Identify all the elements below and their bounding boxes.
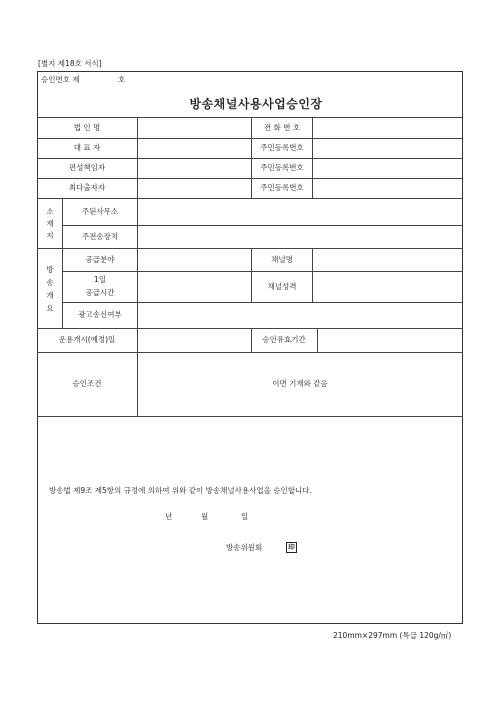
rule — [37, 117, 463, 118]
conditions-label: 승인조건 — [72, 379, 102, 388]
main-transmitter-label: 주전송장치 — [81, 232, 119, 241]
rule — [251, 248, 252, 302]
operation-start-label: 운용개시(예정)일 — [58, 335, 116, 344]
channel-character-label: 채널성격 — [267, 282, 297, 291]
paper-spec: 210mm×297mm (특급 120g/㎡) — [333, 631, 452, 640]
approval-form — [37, 71, 463, 624]
resident-number-label: 주민등록번호 — [260, 143, 304, 152]
rule — [62, 225, 463, 226]
supply-field-label: 공급분야 — [85, 255, 115, 264]
corp-name-label: 법 인 명 — [73, 123, 101, 132]
form-reference: [별지 제18호 서식] — [38, 59, 102, 68]
representative-label: 대 표 자 — [73, 143, 101, 152]
rule — [137, 198, 138, 416]
ad-transmission-label: 광고송신여부 — [78, 310, 122, 319]
main-office-label: 주된사무소 — [81, 207, 119, 216]
rule — [312, 117, 313, 198]
daily-supply-time-label: 공급시간 — [85, 288, 115, 297]
rule — [312, 248, 313, 302]
approval-statement: 방송법 제9조 제5항의 규정에 의하여 위와 같이 방송채널사용사업을 승인합니다. — [49, 486, 312, 495]
rule — [37, 416, 463, 417]
rule — [317, 328, 318, 352]
daily-supply-time-label: 1일 — [93, 275, 107, 284]
rule — [251, 117, 252, 198]
rule — [37, 328, 463, 329]
date-year: 년 — [165, 512, 173, 521]
rule — [37, 352, 463, 353]
largest-investor-label: 최다출자자 — [68, 183, 106, 192]
resident-number-label: 주민등록번호 — [260, 163, 304, 172]
location-group-char: 소 — [46, 207, 54, 216]
rule — [62, 302, 463, 303]
rule — [37, 248, 463, 249]
seal-mark: 印 — [286, 542, 297, 553]
validity-period-label: 승인유효기간 — [262, 335, 306, 344]
resident-number-label: 주민등록번호 — [260, 183, 304, 192]
phone-label: 전 화 번 호 — [263, 123, 301, 132]
approval-number-prefix: 승인번호 제 — [41, 75, 80, 84]
broadcast-group-char: 송 — [46, 278, 54, 287]
rule — [251, 328, 252, 352]
location-group-char: 재 — [46, 219, 54, 228]
document-title: 방송채널사용사업승인장 — [189, 97, 323, 111]
editor-in-chief-label: 편성책임자 — [68, 163, 106, 172]
approval-number-suffix: 호 — [118, 75, 126, 84]
broadcast-group-char: 방 — [46, 265, 54, 274]
channel-name-label: 채널명 — [271, 255, 293, 264]
broadcast-group-char: 개 — [46, 291, 54, 300]
rule — [137, 117, 138, 198]
rule — [62, 271, 463, 272]
broadcast-group-char: 요 — [46, 304, 54, 313]
issuer-name: 방송위원회 — [226, 543, 263, 552]
date-day: 일 — [241, 512, 249, 521]
rule — [37, 178, 463, 179]
conditions-value: 이면 기재와 같음 — [272, 379, 328, 388]
location-group-char: 지 — [46, 231, 54, 240]
date-month: 월 — [201, 512, 209, 521]
rule — [37, 158, 463, 159]
rule — [37, 138, 463, 139]
rule — [62, 198, 63, 328]
rule — [37, 198, 463, 199]
